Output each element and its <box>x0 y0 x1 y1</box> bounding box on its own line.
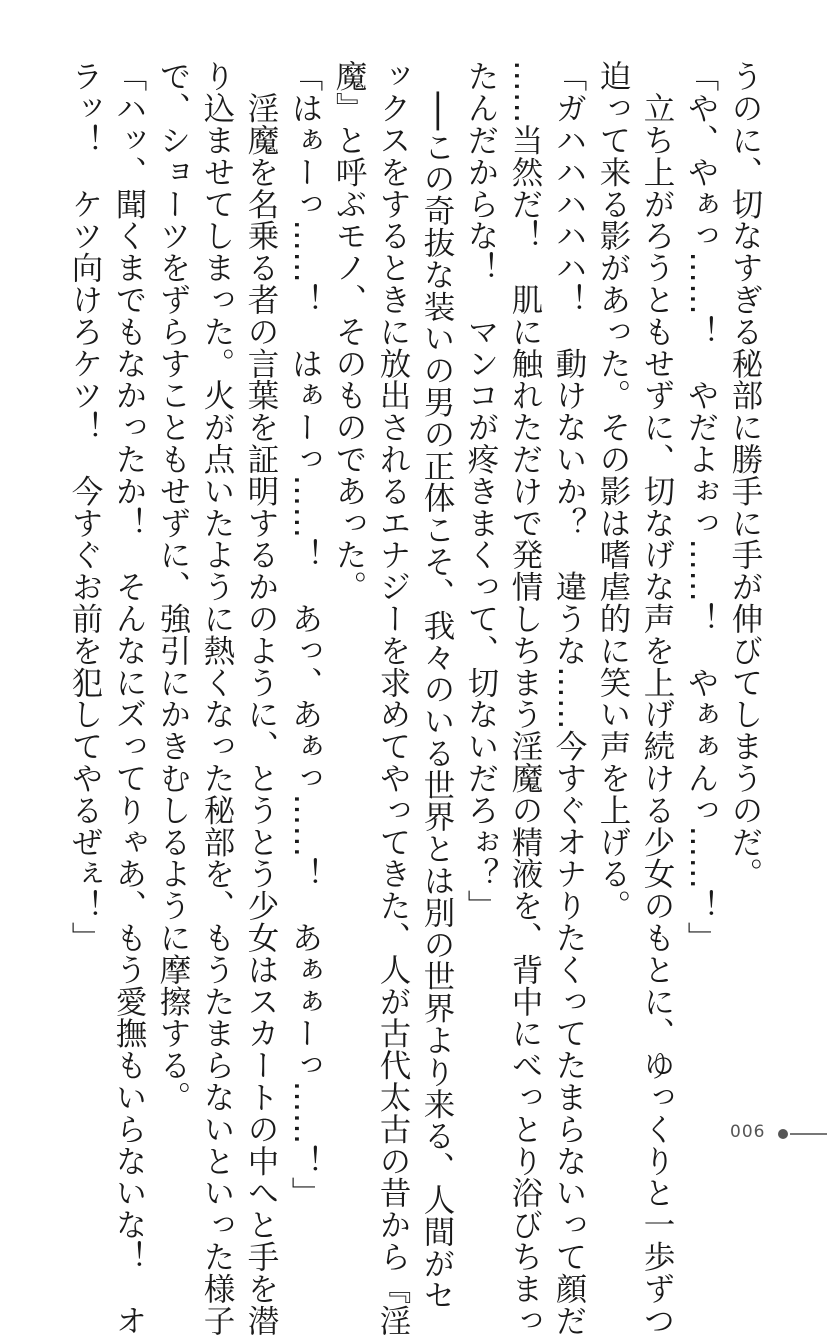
page-number: 006 <box>730 1122 766 1142</box>
text-line: ……当然だ！ 肌に触れただけで発情しちまう淫魔の精液を、背中にべっとり浴びちまっ <box>507 60 543 1336</box>
text-line: 「はぁーっ……！ はぁーっ……！ あっ、あぁっ……！ あぁぁーっ……！」 <box>287 60 323 1209</box>
text-line: 「や、やぁっ……！ やだよぉっ……！ やぁぁんっ……！」 <box>683 60 719 954</box>
page-footer <box>730 1122 827 1146</box>
text-line: 「ガハハハハハ！ 動けないか？ 違うな……今すぐオナりたくってたまらないって顔だ <box>551 60 587 1336</box>
text-line: 魔』と呼ぶモノ、そのものであった。 <box>331 60 367 603</box>
text-line: 迫って来る影があった。その影は嗜虐的に笑い声を上げる。 <box>595 60 631 922</box>
text-line: り込ませてしまった。火が点いたように熱くなった秘部を、もうたまらないといった様子 <box>199 60 235 1336</box>
text-line: 立ち上がろうともせずに、切なげな声を上げ続ける少女のもとに、ゆっくりと一歩ずつ <box>639 60 675 1336</box>
text-line: たんだからな！ マンコが疼きまくって、切ないだろぉ？」 <box>463 60 499 922</box>
text-line: ──この奇抜な装いの男の正体こそ、我々のいる世界とは別の世界より来る、人間がセ <box>419 60 455 1311</box>
text-line: ラッ！ ケツ向けろケツ！ 今すぐお前を犯してやるぜぇ！」 <box>67 60 103 954</box>
text-line: 「ハッ、聞くまでもなかったか！ そんなにズってりゃあ、もう愛撫もいらないな！ オ <box>111 60 147 1336</box>
text-line: ックスをするときに放出されるエナジーを求めてやってきた、人が古代太古の昔から『淫 <box>375 60 411 1336</box>
text-line: で、ショーツをずらすこともせずに、強引にかきむしるように摩擦する。 <box>155 60 191 1113</box>
footer-dot-icon <box>778 1129 788 1139</box>
text-line: うのに、切なすぎる秘部に勝手に手が伸びてしまうのだ。 <box>727 60 763 890</box>
footer-rule <box>790 1133 827 1135</box>
text-line: 淫魔を名乗る者の言葉を証明するかのように、とうとう少女はスカートの中へと手を潜 <box>243 60 279 1336</box>
